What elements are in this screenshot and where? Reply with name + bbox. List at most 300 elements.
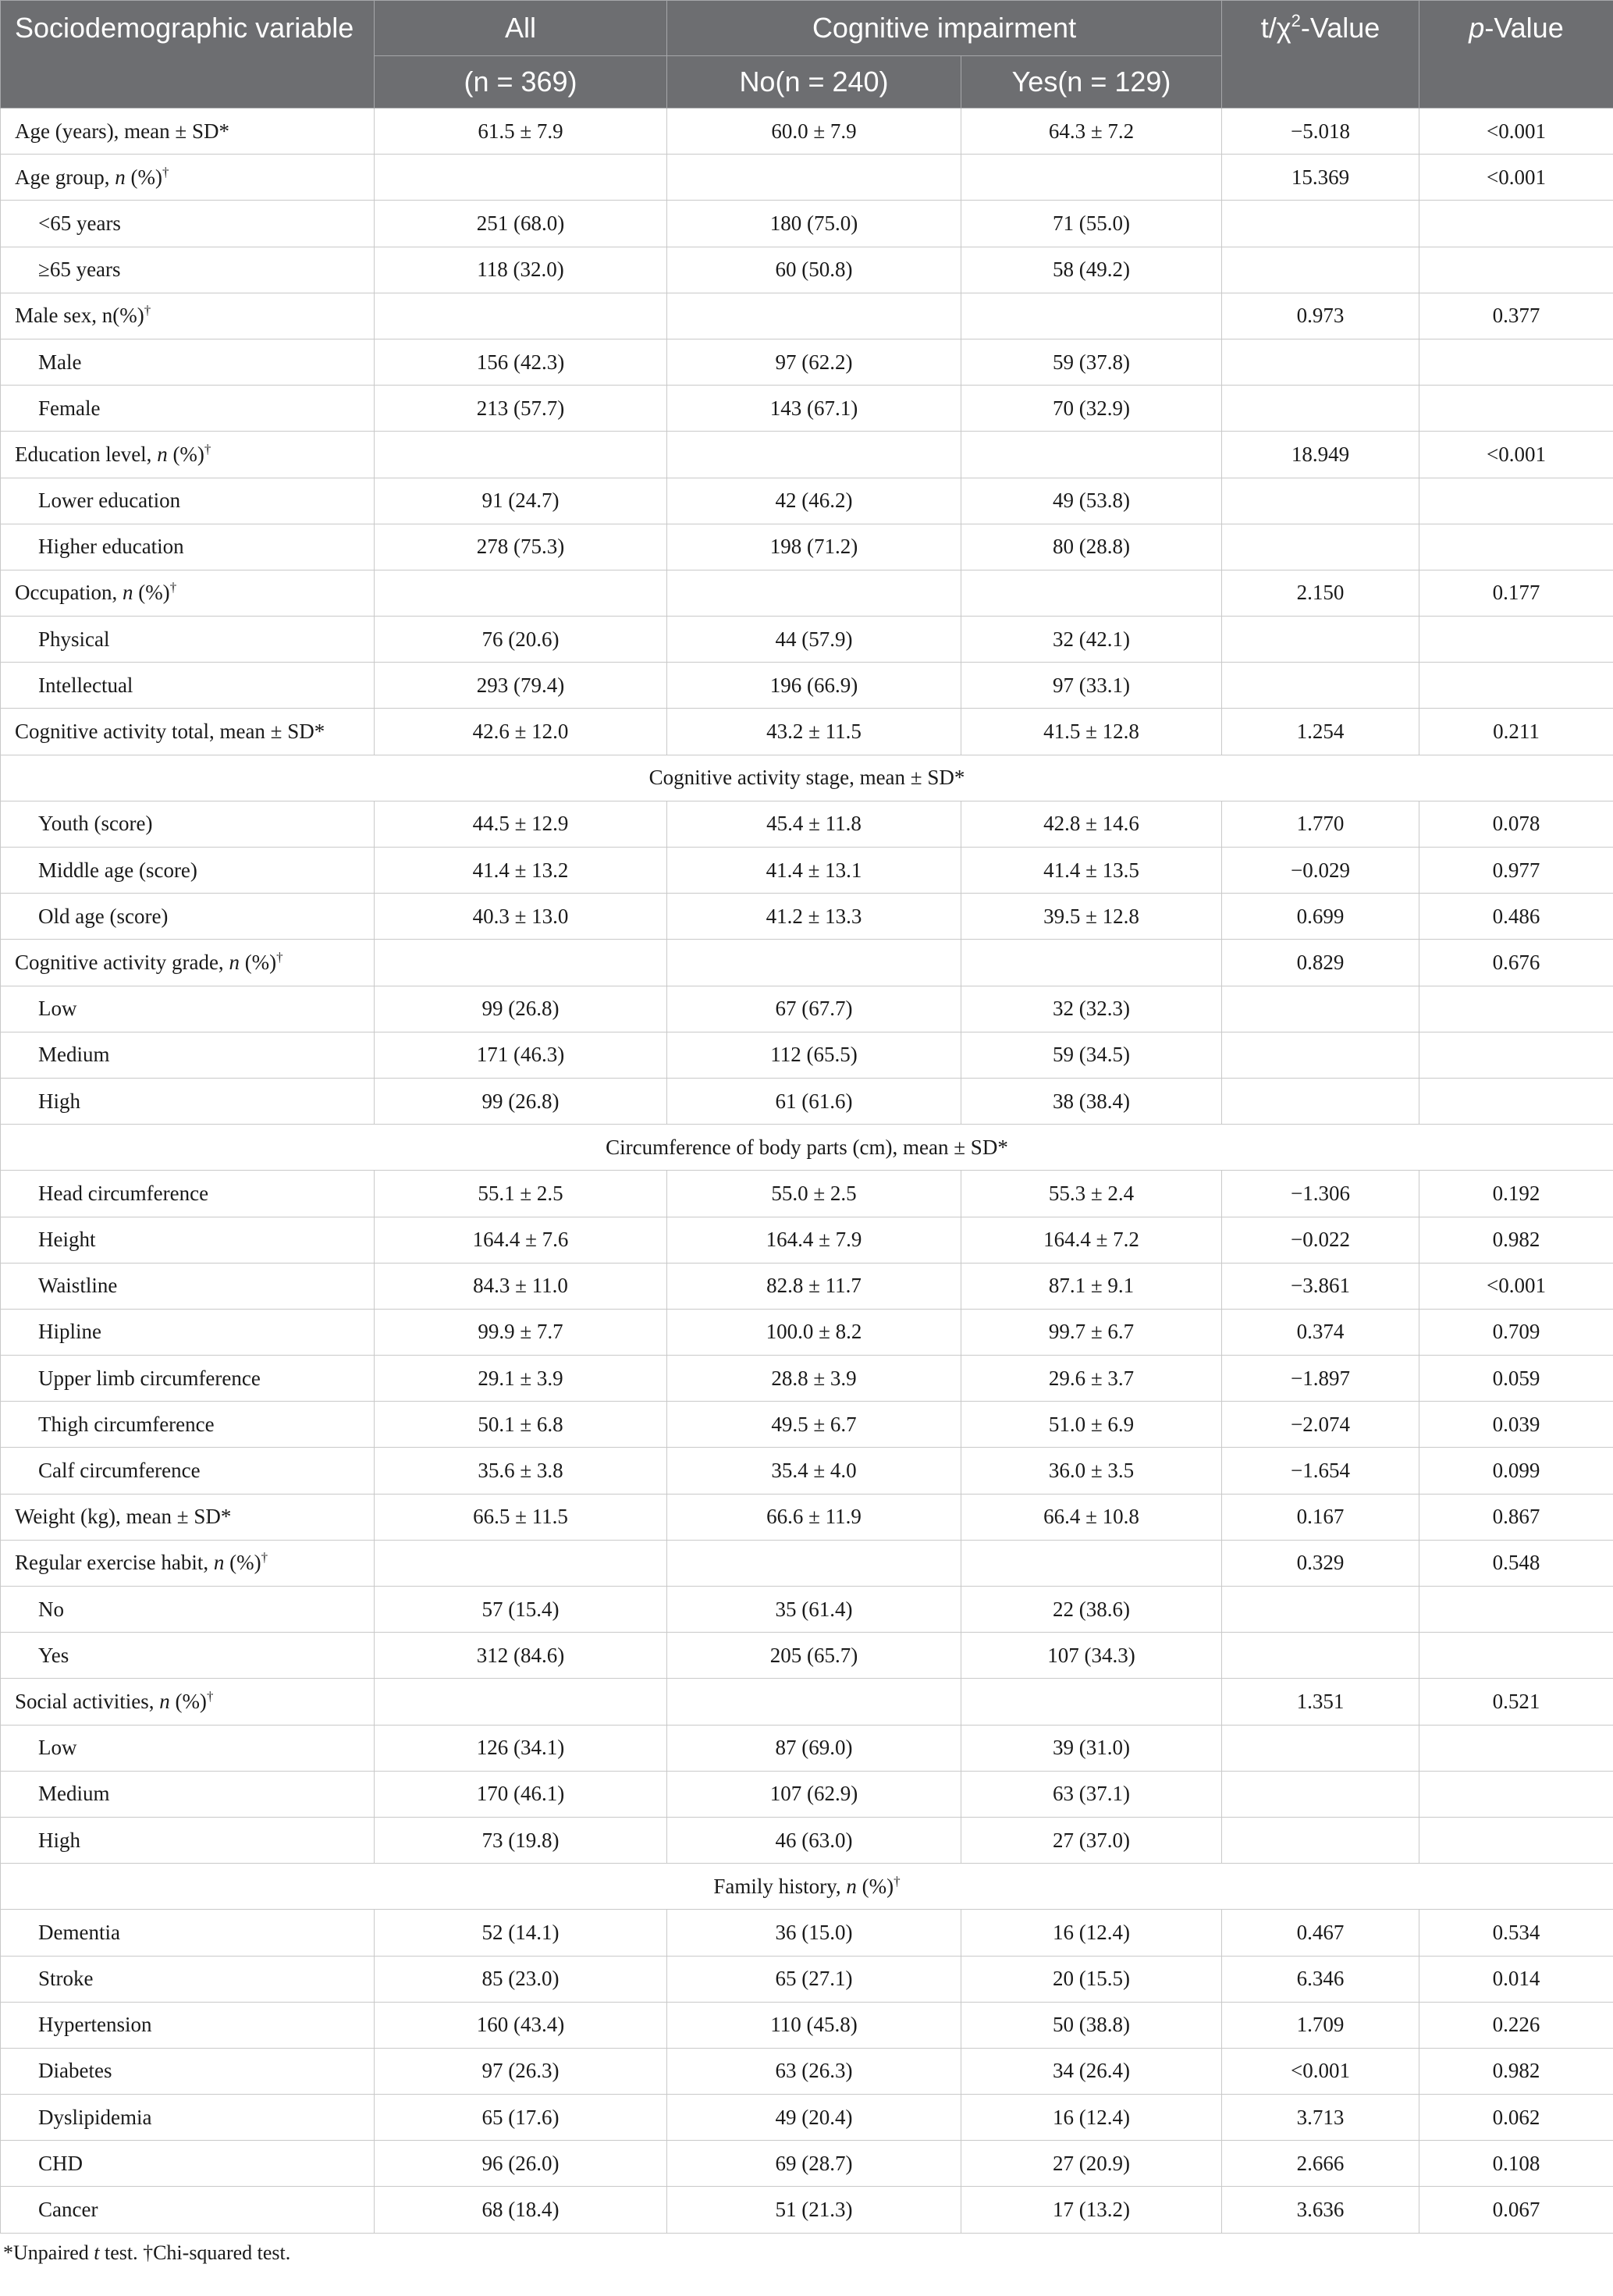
row-label: Dyslipidemia: [1, 2095, 375, 2141]
cell-yes: 58 (49.2): [961, 247, 1222, 293]
cell-yes: 164.4 ± 7.2: [961, 1217, 1222, 1263]
header-t-prefix: t/χ: [1260, 12, 1291, 44]
table-row: [1, 1309, 1613, 1355]
cell-p-value: 0.377: [1419, 293, 1613, 339]
cell-p-value: <0.001: [1419, 155, 1613, 201]
cell-t-value: 3.713: [1222, 2095, 1419, 2141]
table-row: [1, 940, 1613, 986]
cell-p-value: 0.099: [1419, 1448, 1613, 1494]
row-label: Diabetes: [1, 2048, 375, 2094]
section-heading: Circumference of body parts (cm), mean ± SD*: [1, 1125, 1613, 1171]
cell-t-value: 6.346: [1222, 1956, 1419, 2002]
cell-p-value: 0.014: [1419, 1956, 1613, 2002]
cell-t-value: [1222, 339, 1419, 385]
cell-yes: 32 (42.1): [961, 617, 1222, 663]
cell-p-value: <0.001: [1419, 108, 1613, 155]
cell-t-value: [1222, 1032, 1419, 1078]
cell-p-value: [1419, 663, 1613, 709]
cell-all: 35.6 ± 3.8: [375, 1448, 667, 1494]
cell-yes: 32 (32.3): [961, 986, 1222, 1032]
cell-t-value: 2.150: [1222, 570, 1419, 616]
cell-yes: 16 (12.4): [961, 2095, 1222, 2141]
cell-p-value: 0.192: [1419, 1171, 1613, 1217]
cell-t-value: −0.029: [1222, 848, 1419, 894]
row-label: Calf circumference: [1, 1448, 375, 1494]
row-label: High: [1, 1078, 375, 1124]
cell-t-value: 15.369: [1222, 155, 1419, 201]
cell-no: 46 (63.0): [667, 1817, 961, 1863]
cell-all: 41.4 ± 13.2: [375, 848, 667, 894]
cell-yes: 50 (38.8): [961, 2002, 1222, 2048]
cell-no: [667, 1679, 961, 1725]
row-label: No: [1, 1587, 375, 1633]
cell-p-value: [1419, 1633, 1613, 1679]
cell-all: 171 (46.3): [375, 1032, 667, 1078]
cell-p-value: 0.982: [1419, 1217, 1613, 1263]
cell-no: 61 (61.6): [667, 1078, 961, 1124]
cell-yes: 16 (12.4): [961, 1910, 1222, 1956]
cell-t-value: 1.709: [1222, 2002, 1419, 2048]
cell-no: 49.5 ± 6.7: [667, 1402, 961, 1448]
cell-no: 65 (27.1): [667, 1956, 961, 2002]
cell-all: 61.5 ± 7.9: [375, 108, 667, 155]
cell-p-value: 0.039: [1419, 1402, 1613, 1448]
cell-t-value: [1222, 201, 1419, 247]
table-row: [1, 1817, 1613, 1863]
cell-p-value: [1419, 1725, 1613, 1771]
cell-yes: 63 (37.1): [961, 1771, 1222, 1817]
cell-yes: 107 (34.3): [961, 1633, 1222, 1679]
cell-p-value: 0.977: [1419, 848, 1613, 894]
cell-no: 112 (65.5): [667, 1032, 961, 1078]
table-row: [1, 386, 1613, 432]
table-row: [1, 663, 1613, 709]
cell-no: 97 (62.2): [667, 339, 961, 385]
cell-t-value: −1.897: [1222, 1356, 1419, 1402]
cell-t-value: −2.074: [1222, 1402, 1419, 1448]
cell-all: 52 (14.1): [375, 1910, 667, 1956]
cell-t-value: 0.167: [1222, 1494, 1419, 1540]
cell-all: 65 (17.6): [375, 2095, 667, 2141]
cell-p-value: 0.486: [1419, 894, 1613, 940]
cell-no: [667, 293, 961, 339]
row-label: Low: [1, 1725, 375, 1771]
cell-all: 76 (20.6): [375, 617, 667, 663]
header-all-n: (n = 369): [375, 56, 667, 108]
cell-p-value: [1419, 617, 1613, 663]
cell-t-value: [1222, 524, 1419, 570]
cell-all: 57 (15.4): [375, 1587, 667, 1633]
table-row: [1, 1032, 1613, 1078]
row-label: Male sex, n(%)†: [1, 293, 375, 339]
cell-no: 44 (57.9): [667, 617, 961, 663]
cell-yes: 80 (28.8): [961, 524, 1222, 570]
row-label: Lower education: [1, 478, 375, 524]
cell-all: [375, 940, 667, 986]
cell-all: 29.1 ± 3.9: [375, 1356, 667, 1402]
row-label: Weight (kg), mean ± SD*: [1, 1494, 375, 1540]
row-label: Cognitive activity total, mean ± SD*: [1, 709, 375, 755]
table-row: [1, 848, 1613, 894]
cell-no: 35 (61.4): [667, 1587, 961, 1633]
cell-yes: 59 (34.5): [961, 1032, 1222, 1078]
table-row: [1, 1910, 1613, 1956]
cell-all: 213 (57.7): [375, 386, 667, 432]
table-row: [1, 755, 1613, 801]
row-label: Hipline: [1, 1309, 375, 1355]
table-row: [1, 801, 1613, 847]
row-label: Male: [1, 339, 375, 385]
row-label: Regular exercise habit, n (%)†: [1, 1540, 375, 1586]
table-row: [1, 1864, 1613, 1910]
cell-t-value: [1222, 617, 1419, 663]
cell-yes: 36.0 ± 3.5: [961, 1448, 1222, 1494]
table-row: [1, 1171, 1613, 1217]
cell-all: [375, 293, 667, 339]
cell-p-value: [1419, 1032, 1613, 1078]
cell-p-value: [1419, 201, 1613, 247]
cell-all: 312 (84.6): [375, 1633, 667, 1679]
cell-t-value: [1222, 1078, 1419, 1124]
cell-yes: 29.6 ± 3.7: [961, 1356, 1222, 1402]
cell-all: 55.1 ± 2.5: [375, 1171, 667, 1217]
row-label: Hypertension: [1, 2002, 375, 2048]
cell-yes: [961, 432, 1222, 478]
cell-t-value: 0.699: [1222, 894, 1419, 940]
cell-no: 198 (71.2): [667, 524, 961, 570]
header-cognitive-impairment: Cognitive impairment: [667, 1, 1222, 56]
table-row: [1, 709, 1613, 755]
table-body: [1, 108, 1613, 2234]
row-label: Old age (score): [1, 894, 375, 940]
table-row: [1, 524, 1613, 570]
table-row: [1, 293, 1613, 339]
cell-all: 97 (26.3): [375, 2048, 667, 2094]
cell-yes: 42.8 ± 14.6: [961, 801, 1222, 847]
table-row: [1, 1771, 1613, 1817]
cell-t-value: [1222, 1587, 1419, 1633]
row-label: Medium: [1, 1771, 375, 1817]
table-row: [1, 1633, 1613, 1679]
table-row: [1, 570, 1613, 616]
cell-all: [375, 1540, 667, 1586]
cell-no: 66.6 ± 11.9: [667, 1494, 961, 1540]
header-no-n: No(n = 240): [667, 56, 961, 108]
cell-all: [375, 432, 667, 478]
cell-no: 55.0 ± 2.5: [667, 1171, 961, 1217]
cell-all: 278 (75.3): [375, 524, 667, 570]
cell-all: 84.3 ± 11.0: [375, 1263, 667, 1309]
table-row: [1, 1263, 1613, 1309]
cell-yes: 20 (15.5): [961, 1956, 1222, 2002]
cell-no: 45.4 ± 11.8: [667, 801, 961, 847]
table-row: [1, 201, 1613, 247]
row-label: High: [1, 1817, 375, 1863]
table-row: [1, 2141, 1613, 2187]
cell-t-value: 1.770: [1222, 801, 1419, 847]
table-row: [1, 1125, 1613, 1171]
cell-p-value: 0.211: [1419, 709, 1613, 755]
cell-t-value: 1.254: [1222, 709, 1419, 755]
table-row: [1, 2002, 1613, 2048]
header-all: All: [375, 1, 667, 56]
cell-no: 28.8 ± 3.9: [667, 1356, 961, 1402]
cell-t-value: −1.654: [1222, 1448, 1419, 1494]
cell-p-value: 0.078: [1419, 801, 1613, 847]
table-row: [1, 108, 1613, 155]
table-row: [1, 1078, 1613, 1124]
table-row: [1, 1587, 1613, 1633]
cell-t-value: [1222, 663, 1419, 709]
cell-yes: 97 (33.1): [961, 663, 1222, 709]
cell-p-value: [1419, 247, 1613, 293]
table-row: [1, 432, 1613, 478]
cell-yes: 51.0 ± 6.9: [961, 1402, 1222, 1448]
cell-t-value: [1222, 1633, 1419, 1679]
cell-p-value: [1419, 1771, 1613, 1817]
cell-all: 156 (42.3): [375, 339, 667, 385]
cell-yes: 59 (37.8): [961, 339, 1222, 385]
cell-yes: 41.4 ± 13.5: [961, 848, 1222, 894]
cell-no: 67 (67.7): [667, 986, 961, 1032]
table-row: [1, 155, 1613, 201]
cell-yes: 64.3 ± 7.2: [961, 108, 1222, 155]
cell-all: 73 (19.8): [375, 1817, 667, 1863]
cell-t-value: 0.467: [1222, 1910, 1419, 1956]
cell-all: 99 (26.8): [375, 986, 667, 1032]
cell-no: [667, 432, 961, 478]
table-row: [1, 478, 1613, 524]
cell-all: 99 (26.8): [375, 1078, 667, 1124]
cell-no: 164.4 ± 7.9: [667, 1217, 961, 1263]
row-label: Height: [1, 1217, 375, 1263]
cell-yes: 99.7 ± 6.7: [961, 1309, 1222, 1355]
cell-t-value: [1222, 386, 1419, 432]
header-t-suffix: -Value: [1300, 12, 1380, 44]
cell-no: 42 (46.2): [667, 478, 961, 524]
cell-no: 60.0 ± 7.9: [667, 108, 961, 155]
table-row: [1, 339, 1613, 385]
cell-all: [375, 155, 667, 201]
row-label: Thigh circumference: [1, 1402, 375, 1448]
cell-yes: [961, 1540, 1222, 1586]
row-label: Female: [1, 386, 375, 432]
row-label: Cancer: [1, 2187, 375, 2233]
cell-yes: [961, 940, 1222, 986]
cell-no: 63 (26.3): [667, 2048, 961, 2094]
row-label: Low: [1, 986, 375, 1032]
cell-p-value: [1419, 339, 1613, 385]
cell-yes: 49 (53.8): [961, 478, 1222, 524]
table-row: [1, 1217, 1613, 1263]
table-row: [1, 1725, 1613, 1771]
cell-t-value: −1.306: [1222, 1171, 1419, 1217]
cell-no: [667, 1540, 961, 1586]
cell-all: 293 (79.4): [375, 663, 667, 709]
cell-yes: 55.3 ± 2.4: [961, 1171, 1222, 1217]
cell-t-value: −0.022: [1222, 1217, 1419, 1263]
cell-p-value: 0.177: [1419, 570, 1613, 616]
cell-yes: [961, 155, 1222, 201]
cell-t-value: <0.001: [1222, 2048, 1419, 2094]
cell-p-value: 0.059: [1419, 1356, 1613, 1402]
row-label: Higher education: [1, 524, 375, 570]
cell-all: 44.5 ± 12.9: [375, 801, 667, 847]
row-label: Occupation, n (%)†: [1, 570, 375, 616]
cell-all: 170 (46.1): [375, 1771, 667, 1817]
cell-t-value: 0.829: [1222, 940, 1419, 986]
cell-p-value: 0.067: [1419, 2187, 1613, 2233]
cell-no: 100.0 ± 8.2: [667, 1309, 961, 1355]
cell-t-value: 0.329: [1222, 1540, 1419, 1586]
cell-t-value: [1222, 1817, 1419, 1863]
cell-p-value: <0.001: [1419, 432, 1613, 478]
cell-p-value: 0.534: [1419, 1910, 1613, 1956]
cell-all: 126 (34.1): [375, 1725, 667, 1771]
cell-p-value: 0.521: [1419, 1679, 1613, 1725]
cell-all: 85 (23.0): [375, 1956, 667, 2002]
cell-yes: 27 (37.0): [961, 1817, 1222, 1863]
row-label: Yes: [1, 1633, 375, 1679]
row-label: CHD: [1, 2141, 375, 2187]
row-label: Waistline: [1, 1263, 375, 1309]
cell-no: [667, 570, 961, 616]
cell-p-value: [1419, 478, 1613, 524]
cell-all: 99.9 ± 7.7: [375, 1309, 667, 1355]
cell-all: 251 (68.0): [375, 201, 667, 247]
cell-p-value: 0.867: [1419, 1494, 1613, 1540]
row-label: Social activities, n (%)†: [1, 1679, 375, 1725]
cell-no: 196 (66.9): [667, 663, 961, 709]
cell-no: 51 (21.3): [667, 2187, 961, 2233]
cell-no: 49 (20.4): [667, 2095, 961, 2141]
table-row: [1, 1494, 1613, 1540]
table-row: [1, 1402, 1613, 1448]
cell-t-value: [1222, 1725, 1419, 1771]
cell-all: [375, 570, 667, 616]
row-label: <65 years: [1, 201, 375, 247]
cell-yes: 27 (20.9): [961, 2141, 1222, 2187]
cell-p-value: [1419, 1078, 1613, 1124]
table-row: [1, 617, 1613, 663]
cell-p-value: [1419, 386, 1613, 432]
cell-no: 107 (62.9): [667, 1771, 961, 1817]
table-row: [1, 1448, 1613, 1494]
cell-all: 50.1 ± 6.8: [375, 1402, 667, 1448]
row-label: Education level, n (%)†: [1, 432, 375, 478]
cell-all: [375, 1679, 667, 1725]
cell-t-value: [1222, 478, 1419, 524]
table-footnote: *Unpaired t test. †Chi-squared test.: [3, 2241, 291, 2264]
cell-all: 96 (26.0): [375, 2141, 667, 2187]
cell-p-value: 0.062: [1419, 2095, 1613, 2141]
cell-no: 82.8 ± 11.7: [667, 1263, 961, 1309]
cell-yes: [961, 1679, 1222, 1725]
cell-no: 69 (28.7): [667, 2141, 961, 2187]
cell-yes: [961, 293, 1222, 339]
cell-t-value: 0.374: [1222, 1309, 1419, 1355]
header-t-value: [1222, 1, 1419, 108]
cell-t-value: [1222, 1771, 1419, 1817]
row-label: Age (years), mean ± SD*: [1, 108, 375, 155]
cell-yes: 87.1 ± 9.1: [961, 1263, 1222, 1309]
header-t-sup: 2: [1291, 11, 1301, 30]
cell-yes: 41.5 ± 12.8: [961, 709, 1222, 755]
cell-no: 205 (65.7): [667, 1633, 961, 1679]
row-label: Youth (score): [1, 801, 375, 847]
cell-yes: 39.5 ± 12.8: [961, 894, 1222, 940]
cell-p-value: 0.226: [1419, 2002, 1613, 2048]
cell-yes: 39 (31.0): [961, 1725, 1222, 1771]
cell-all: 66.5 ± 11.5: [375, 1494, 667, 1540]
cell-p-value: <0.001: [1419, 1263, 1613, 1309]
table-row: [1, 986, 1613, 1032]
section-heading: Cognitive activity stage, mean ± SD*: [1, 755, 1613, 801]
row-label: Dementia: [1, 1910, 375, 1956]
cell-p-value: 0.982: [1419, 2048, 1613, 2094]
cell-p-value: [1419, 1817, 1613, 1863]
cell-yes: 66.4 ± 10.8: [961, 1494, 1222, 1540]
row-label: Stroke: [1, 1956, 375, 2002]
cell-yes: 17 (13.2): [961, 2187, 1222, 2233]
cell-no: 43.2 ± 11.5: [667, 709, 961, 755]
cell-t-value: −3.861: [1222, 1263, 1419, 1309]
cell-t-value: 0.973: [1222, 293, 1419, 339]
cell-no: 35.4 ± 4.0: [667, 1448, 961, 1494]
cell-t-value: 18.949: [1222, 432, 1419, 478]
cell-no: 110 (45.8): [667, 2002, 961, 2048]
cell-no: 41.4 ± 13.1: [667, 848, 961, 894]
cell-all: 91 (24.7): [375, 478, 667, 524]
cell-p-value: 0.548: [1419, 1540, 1613, 1586]
table-row: [1, 2048, 1613, 2094]
cell-all: 40.3 ± 13.0: [375, 894, 667, 940]
cell-yes: 71 (55.0): [961, 201, 1222, 247]
header-row-1: [1, 1, 1613, 56]
cell-no: 180 (75.0): [667, 201, 961, 247]
row-label: Head circumference: [1, 1171, 375, 1217]
row-label: Upper limb circumference: [1, 1356, 375, 1402]
table-row: [1, 894, 1613, 940]
cell-p-value: [1419, 524, 1613, 570]
cell-yes: 22 (38.6): [961, 1587, 1222, 1633]
section-heading: Family history, n (%)†: [1, 1864, 1613, 1910]
cell-t-value: 3.636: [1222, 2187, 1419, 2233]
cell-p-value: 0.108: [1419, 2141, 1613, 2187]
row-label: Intellectual: [1, 663, 375, 709]
cell-all: 118 (32.0): [375, 247, 667, 293]
table-row: [1, 2095, 1613, 2141]
cell-yes: [961, 570, 1222, 616]
cell-no: 87 (69.0): [667, 1725, 961, 1771]
table-row: [1, 1679, 1613, 1725]
cell-p-value: [1419, 986, 1613, 1032]
cell-t-value: 2.666: [1222, 2141, 1419, 2187]
cell-all: 68 (18.4): [375, 2187, 667, 2233]
header-p-suffix: -Value: [1484, 12, 1564, 44]
cell-yes: 70 (32.9): [961, 386, 1222, 432]
row-label: Medium: [1, 1032, 375, 1078]
header-p-italic: p: [1469, 12, 1485, 44]
cell-t-value: 1.351: [1222, 1679, 1419, 1725]
cell-p-value: 0.676: [1419, 940, 1613, 986]
cell-all: 160 (43.4): [375, 2002, 667, 2048]
header-yes-n: Yes(n = 129): [961, 56, 1222, 108]
table-header: [1, 1, 1613, 108]
cell-t-value: [1222, 986, 1419, 1032]
table-row: [1, 1956, 1613, 2002]
cell-all: 164.4 ± 7.6: [375, 1217, 667, 1263]
